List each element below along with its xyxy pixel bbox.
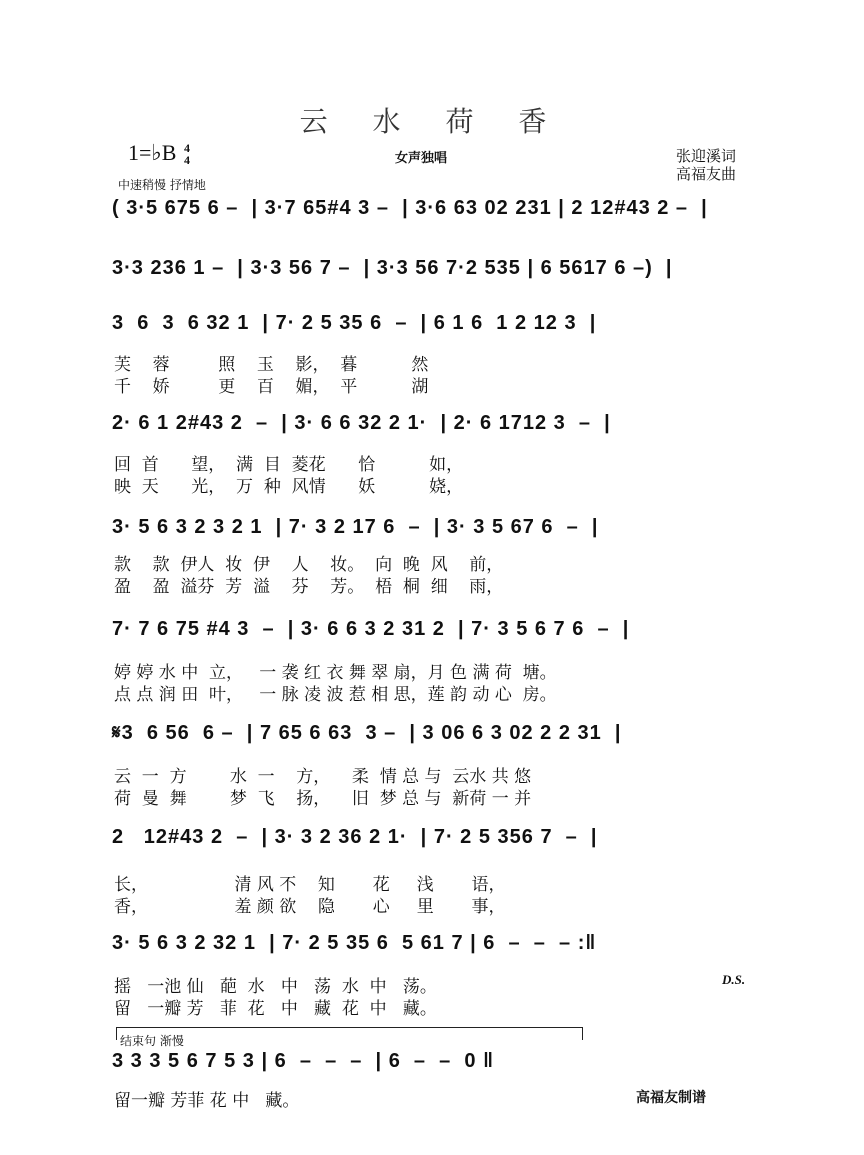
voice-type: 女声独唱 [395,150,448,165]
lyrics-verse-2: 香， 羞 颜 欲 隐 心 里 事， [114,897,506,917]
lyrics-verse-1: 留一瓣 芳菲 花 中 藏。 [114,1091,300,1111]
lyrics-verse-1: 长， 清 风 不 知 花 浅 语， [114,875,506,895]
notation-line: 2· 6 1 2#43 2 – | 3· 6 6 32 2 1· | 2· 6 1712 3 – | [112,412,611,434]
lyrics-verse-1: 芙 蓉 照 玉 影， 暮 然 [114,355,429,375]
credits [676,147,736,183]
lyrics-verse-2: 千 娇 更 百 媚， 平 湖 [114,377,429,397]
notation-line: 𝄋3 6 56 6 – | 7 65 6 63 3 – | 3 06 6 3 02 2 2 31 | [112,722,622,744]
tempo-marking: 中速稍慢 抒情地 [118,178,206,192]
notation-line: 7· 7 6 75 #4 3 – | 3· 6 6 3 2 31 2 | 7· 3 5 6 7 6 – | [112,618,630,640]
lyrics-verse-2: 盈 盈 溢芬 芳 溢 芬 芳。 梧 桐 细 雨， [114,577,504,597]
lyrics-verse-2: 映 天 光， 万 种 风情 妖 娆， [114,477,464,497]
lyrics-verse-2: 荷 曼 舞 梦 飞 扬， 旧 梦 总 与 新荷 一 并 [114,789,532,809]
time-signature-bottom: 4 [184,153,190,167]
notation-line: 3· 5 6 3 2 3 2 1 | 7· 3 2 17 6 – | 3· 3 5 67 6 – | [112,516,599,538]
notation-line: ( 3·5 675 6 – | 3·7 65#4 3 – | 3·6 63 02 231 | 2 12#43 2 – | [112,197,708,219]
time-signature [184,142,190,166]
key-signature: 1=♭B [128,140,177,165]
notation-line: 2 12#43 2 – | 3· 3 2 36 2 1· | 7· 2 5 356 7 – | [112,826,598,848]
song-title: 云 水 荷 香 [299,105,565,138]
lyrics-verse-1: 云 一 方 水 一 方， 柔 情 总 与 云水 共 悠 [114,767,532,787]
lyrics-verse-2: 留 一瓣 芳 菲 花 中 藏 花 中 藏。 [114,999,437,1019]
ending-label: 结束句 渐慢 [120,1034,184,1048]
lyrics-verse-1: 婷 婷 水 中 立， 一 袭 红 衣 舞 翠 扇，月 色 满 荷 塘。 [114,663,557,683]
dal-segno-marking: D.S. [722,972,746,987]
notation-line: 3 3 3 5 6 7 5 3 | 6 – – – | 6 – – 0 ‖ [112,1050,495,1072]
composer: 高福友曲 [676,165,737,183]
lyrics-verse-1: 摇 一池 仙 葩 水 中 荡 水 中 荡。 [114,977,437,997]
notation-line: 3 6 3 6 32 1 | 7· 2 5 35 6 – | 6 1 6 1 2 12 3 | [112,312,597,334]
ending-bracket [116,1027,583,1040]
copyist-credit: 高福友制谱 [636,1089,706,1105]
lyrics-verse-2: 点 点 润 田 叶， 一 脉 凌 波 惹 相 思，莲 韵 动 心 房。 [114,685,557,705]
notation-line: 3·3 236 1 – | 3·3 56 7 – | 3·3 56 7·2 535 | 6 5617 6 –) | [112,257,673,279]
lyricist: 张迎溪词 [676,147,737,165]
lyrics-verse-1: 款 款 伊人 妆 伊 人 妆。 向 晚 风 前， [114,555,504,575]
lyrics-verse-1: 回 首 望， 满 目 菱花 恰 如， [114,455,464,475]
notation-line: 3· 5 6 3 2 32 1 | 7· 2 5 35 6 5 61 7 | 6 – – – :‖ [112,932,597,954]
time-signature-top: 4 [184,141,190,155]
